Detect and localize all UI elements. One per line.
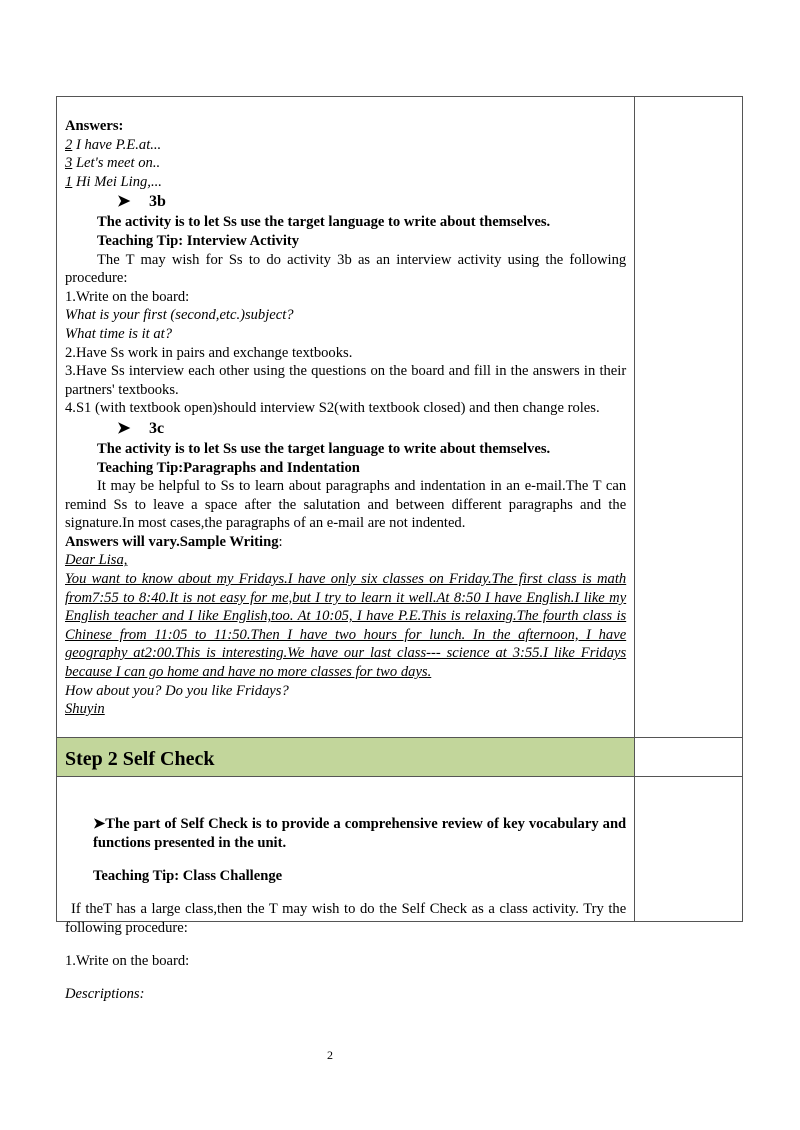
procedure-step: 1.Write on the board: bbox=[65, 953, 190, 970]
answer-item: 2 I have P.E.at... bbox=[65, 136, 162, 153]
arrow-bullet-icon: ➤ bbox=[117, 193, 131, 211]
content-cell bbox=[57, 97, 635, 738]
heading-3b: ➤ 3b bbox=[65, 191, 626, 213]
self-check-intro: ➤The part of Self Check is to provide a comprehensive review of key vocabulary and functions presented in the unit. bbox=[93, 816, 627, 851]
arrow-bullet-icon: ➤ bbox=[117, 419, 131, 437]
procedure-step: 1.Write on the board: bbox=[65, 288, 190, 305]
answer-item: 1 Hi Mei Ling,... bbox=[65, 173, 162, 190]
activity-3b-description: The activity is to let Ss use the target language to write about themselves. bbox=[97, 214, 551, 231]
page-number: 2 bbox=[327, 1048, 333, 1062]
board-question: What is your first (second,etc.)subject? bbox=[65, 307, 294, 324]
letter-signature: Shuyin bbox=[65, 701, 105, 718]
letter-body: You want to know about my Fridays.I have only six classes on Friday.The first class is math from7:55 to 8:40.It is not easy for me,but I try to learn it well.At 8:50 I have English.I like my English teacher and I like English,too. At 10:05, I have P.E.This is relaxing.The fourth class is Chinese from 11:05 to 11:50.Then I have two hours for lunch. In the afternoon, I have geography at2:00.This is interesting.We have our last class--- science at 3:55.I like Fridays because I can go home and have no more classes for two days. bbox=[65, 571, 627, 681]
step-title: Step 2 Self Check bbox=[65, 747, 215, 770]
content-cell bbox=[57, 776, 635, 1003]
procedure-step: 3.Have Ss interview each other using the questions on the board and fill in the answers in their partners' textbooks. bbox=[65, 363, 627, 398]
answers-label: Answers: bbox=[65, 118, 124, 134]
procedure-step: 4.S1 (with textbook open)should interview S2(with textbook closed) and then change roles. bbox=[65, 400, 600, 417]
letter-closing-question: How about you? Do you like Fridays? bbox=[65, 682, 289, 699]
board-label: Descriptions: bbox=[65, 986, 145, 1003]
teaching-tip-body: It may be helpful to Ss to learn about paragraphs and indentation in an e-mail.The T can remind Ss to leave a space after the salutation and between different paragraphs and the signature.In most cases,the paragraphs of an e-mail are not indented. bbox=[65, 478, 627, 532]
board-question: What time is it at? bbox=[65, 325, 173, 342]
step-header-cell bbox=[57, 737, 635, 776]
activity-3c-description: The activity is to let Ss use the target language to write about themselves. bbox=[97, 440, 551, 457]
notes-cell bbox=[635, 737, 743, 776]
teaching-tip-body: The T may wish for Ss to do activity 3b as an interview activity using the following procedure: bbox=[65, 251, 627, 287]
heading-3c: ➤ 3c bbox=[65, 418, 626, 440]
teaching-tip-body: If theT has a large class,then the T may wish to do the Self Check as a class activity. Try the following procedure: bbox=[65, 901, 627, 936]
procedure-step: 2.Have Ss work in pairs and exchange textbooks. bbox=[65, 344, 353, 361]
answer-item: 3 Let's meet on.. bbox=[65, 155, 161, 172]
teaching-tip-title: Teaching Tip: Interview Activity bbox=[97, 232, 300, 249]
letter-salutation: Dear Lisa, bbox=[65, 552, 128, 569]
sample-writing-label: Answers will vary.Sample Writing: bbox=[65, 533, 283, 550]
lesson-plan-table bbox=[56, 96, 743, 1003]
notes-cell bbox=[635, 97, 743, 738]
arrow-bullet-icon: ➤ bbox=[93, 816, 106, 833]
teaching-tip-title: Teaching Tip: Class Challenge bbox=[93, 868, 283, 885]
notes-cell bbox=[635, 776, 743, 921]
teaching-tip-title: Teaching Tip:Paragraphs and Indentation bbox=[97, 459, 360, 476]
